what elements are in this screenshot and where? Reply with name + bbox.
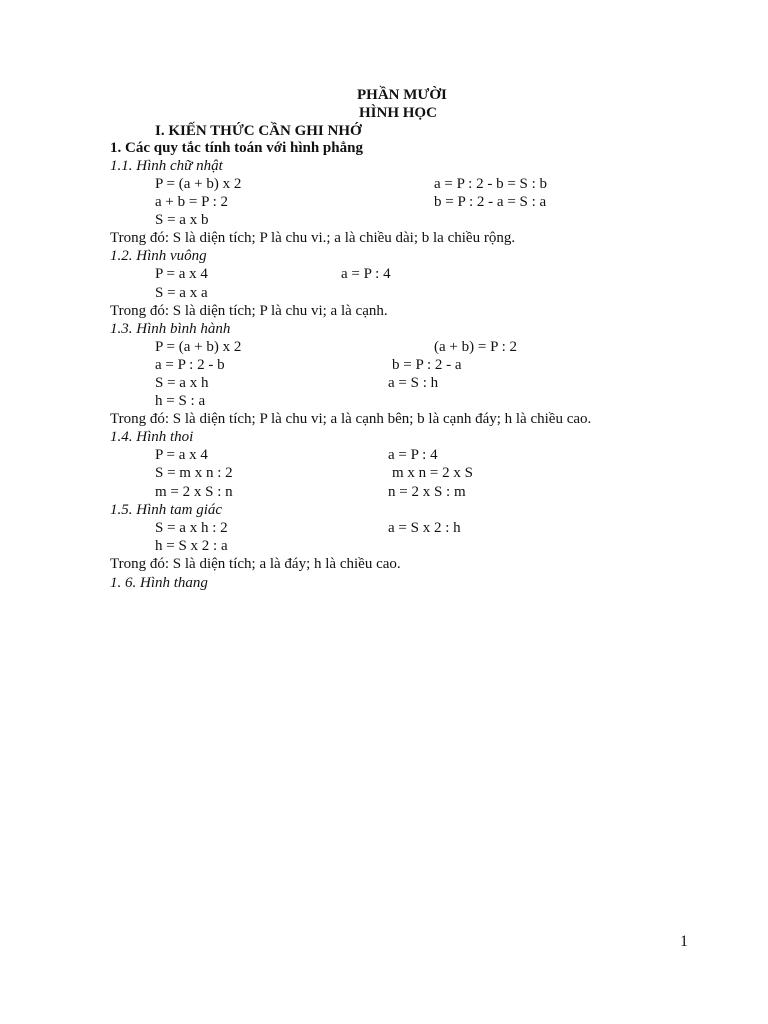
triangle-note: Trong đó: S là diện tích; a là đáy; h là chiều cao. <box>110 556 401 572</box>
square-formula-perimeter: P = a x 4 <box>155 266 208 282</box>
square-heading: 1.2. Hình vuông <box>110 248 207 264</box>
rectangle-heading: 1.1. Hình chữ nhật <box>110 158 223 174</box>
parallelogram-heading: 1.3. Hình bình hành <box>110 321 231 337</box>
parallelogram-formula-sum: (a + b) = P : 2 <box>434 339 518 355</box>
rhombus-formula-side: a = P : 4 <box>388 447 438 463</box>
rectangle-formula-a: a = P : 2 - b = S : b <box>434 176 548 192</box>
parallelogram-formula-height: h = S : a <box>155 393 206 409</box>
rhombus-formula-n: n = 2 x S : m <box>388 484 466 500</box>
square-formula-side: a = P : 4 <box>341 266 391 282</box>
parallelogram-note: Trong đó: S là diện tích; P là chu vi; a là cạnh bên; b là cạnh đáy; h là chiều cao. <box>110 411 592 427</box>
rectangle-formula-perimeter: P = (a + b) x 2 <box>155 176 242 192</box>
rhombus-formula-area: S = m x n : 2 <box>155 465 233 481</box>
subject-title: HÌNH HỌC <box>359 105 437 121</box>
square-note: Trong đó: S là diện tích; P là chu vi; a là cạnh. <box>110 303 388 319</box>
rhombus-formula-perimeter: P = a x 4 <box>155 447 208 463</box>
triangle-formula-base: a = S x 2 : h <box>388 520 461 536</box>
trapezoid-heading: 1. 6. Hình thang <box>110 575 208 591</box>
parallelogram-formula-area: S = a x h <box>155 375 209 391</box>
parallelogram-formula-a: a = P : 2 - b <box>155 357 225 373</box>
rhombus-formula-m: m = 2 x S : n <box>155 484 233 500</box>
rhombus-formula-diagonals-product: m x n = 2 x S <box>392 465 473 481</box>
part-title: PHẦN MƯỜI <box>357 87 447 103</box>
rectangle-note: Trong đó: S là diện tích; P là chu vi.; a là chiều dài; b la chiều rộng. <box>110 230 516 246</box>
parallelogram-formula-b: b = P : 2 - a <box>392 357 462 373</box>
subsection-heading: 1. Các quy tắc tính toán với hình phẳng <box>110 140 363 156</box>
triangle-heading: 1.5. Hình tam giác <box>110 502 223 518</box>
page-number: 1 <box>680 933 688 950</box>
parallelogram-formula-a-from-area: a = S : h <box>388 375 439 391</box>
section-heading: I. KIẾN THỨC CẦN GHI NHỚ <box>155 123 362 139</box>
square-formula-area: S = a x a <box>155 285 208 301</box>
triangle-formula-height: h = S x 2 : a <box>155 538 228 554</box>
parallelogram-formula-perimeter: P = (a + b) x 2 <box>155 339 242 355</box>
triangle-formula-area: S = a x h : 2 <box>155 520 228 536</box>
rectangle-formula-b: b = P : 2 - a = S : a <box>434 194 547 210</box>
rhombus-heading: 1.4. Hình thoi <box>110 429 194 445</box>
rectangle-formula-sum: a + b = P : 2 <box>155 194 229 210</box>
rectangle-formula-area: S = a x b <box>155 212 209 228</box>
